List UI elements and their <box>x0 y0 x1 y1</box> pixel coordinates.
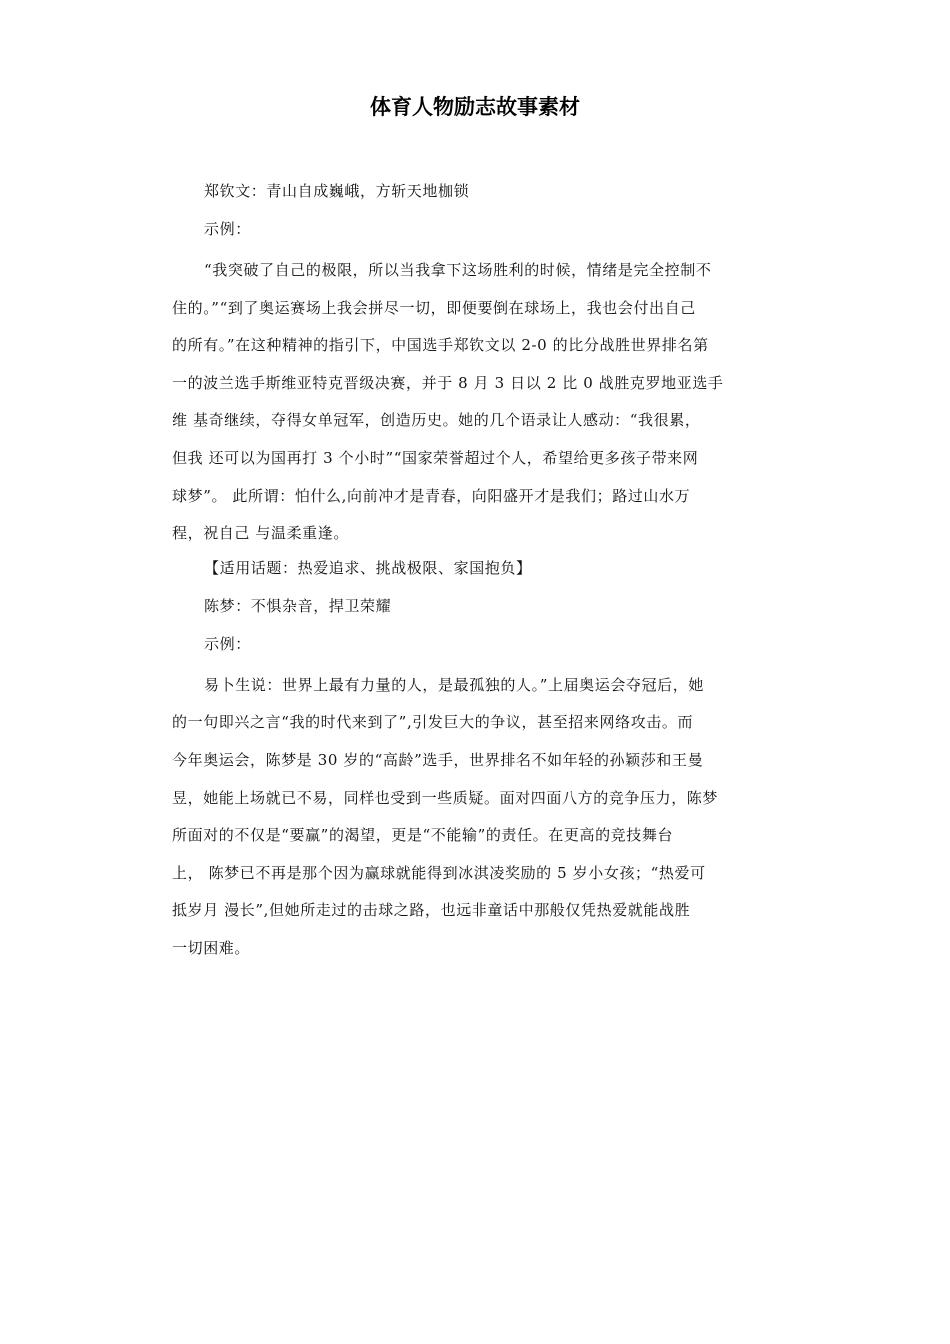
paragraph-line: 的所有。”在这种精神的指引下，中国选手郑钦文以 2-0 的比分战胜世界排名第 <box>172 336 709 355</box>
document-body <box>172 176 778 968</box>
section1-heading: 郑钦文：青山自成巍峨，方斩天地枷锁 <box>204 182 470 200</box>
paragraph-line: 维 基奇继续，夺得女单冠军，创造历史。她的几个语录让人感动：“我很累， <box>172 411 701 430</box>
paragraph-line: 球梦”。 此所谓：怕什么,向前冲才是青春，向阳盛开才是我们；路过山水万 <box>172 486 691 505</box>
section1-example-label: 示例： <box>204 220 251 238</box>
section1-topics: 【适用话题：热爱追求、挑战极限、家国抱负】 <box>204 558 532 577</box>
document-title: 体育人物励志故事素材 <box>370 95 580 119</box>
paragraph-line: 一的波兰选手斯维亚特克晋级决赛，并于 8 月 3 日以 2 比 0 战胜克罗地亚选手 <box>172 373 724 392</box>
section1-paragraph <box>172 252 778 553</box>
paragraph-line: 抵岁月 漫长”,但她所走过的击球之路，也远非童话中那般仅凭热爱就能战胜 <box>172 901 691 920</box>
section2-heading: 陈梦：不惧杂音，捍卫荣耀 <box>204 596 392 615</box>
paragraph-line: 上， 陈梦已不再是那个因为赢球就能得到冰淇凌奖励的 5 岁小女孩；“热爱可 <box>172 863 706 882</box>
paragraph-line: 所面对的不仅是“要赢”的渴望，更是“不能输”的责任。在更高的竞技舞台 <box>172 826 674 845</box>
section2-paragraph <box>172 667 778 968</box>
paragraph-line: 昱，她能上场就已不易，同样也受到一些质疑。面对四面八方的竞争压力，陈梦 <box>172 788 719 807</box>
paragraph-line: 的一句即兴之言“我的时代来到了”,引发巨大的争议，甚至招来网络攻击。而 <box>172 713 694 732</box>
paragraph-line: 一切困难。 <box>172 938 251 957</box>
section2-example-label: 示例： <box>204 634 251 653</box>
paragraph-line: 易卜生说：世界上最有力量的人，是最孤独的人。”上届奥运会夺冠后，她 <box>204 675 704 694</box>
paragraph-line: 程，祝自己 与温柔重逢。 <box>172 524 349 543</box>
paragraph-line: 但我 还可以为国再打 3 个小时”“国家荣誉超过个人，希望给更多孩子带来网 <box>172 448 699 467</box>
paragraph-line: 今年奥运会，陈梦是 30 岁的“高龄”选手，世界排名不如年轻的孙颖莎和王曼 <box>172 750 704 769</box>
paragraph-line: 住的。”“到了奥运赛场上我会拼尽一切，即便要倒在球场上，我也会付出自己 <box>172 298 696 317</box>
paragraph-line: “我突破了自己的极限，所以当我拿下这场胜利的时候，情绪是完全控制不 <box>204 261 712 279</box>
